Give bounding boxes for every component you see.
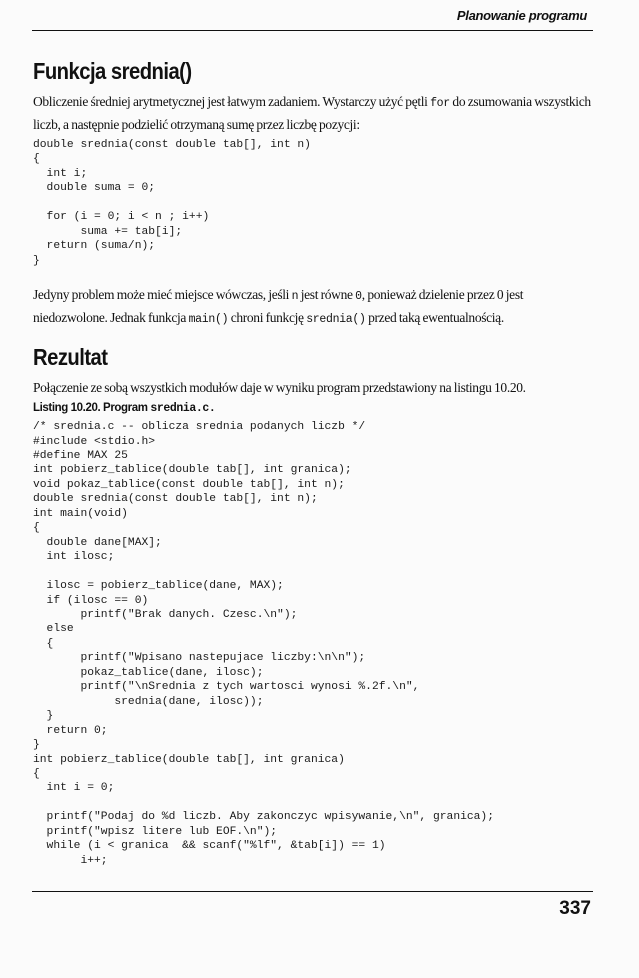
section-heading-srednia: Funkcja srednia() [33,58,192,84]
code-block-srednia: double srednia(const double tab[], int n) { int i; double suma = 0; for (i = 0; i < n ; i++) suma += tab[i]; return (suma/n); } [33,139,311,267]
intro-paragraph [33,91,593,135]
inline-code-for: for [430,97,450,110]
explanation-paragraph [33,284,593,330]
page-content [33,58,593,868]
intro-text-2: do zsumowania wszystkich liczb, a następnie podzielić otrzymaną sumę przez liczbę pozycji: [33,94,591,132]
intro-text: Obliczenie średniej arytmetycznej jest łatwym zadaniem. Wystarczy użyć pętli [33,94,428,109]
inline-code-srednia: srednia() [306,313,366,327]
listing-filename: srednia.c. [150,402,216,416]
inline-code-n: n [291,290,299,304]
explanation-text-1: Jedyny problem może mieć miejsce wówczas, jeśli [33,287,290,303]
rezultat-paragraph: Połączenie ze sobą wszystkich modułów daje w wyniku program przedstawiony na listingu 10.20. [33,380,526,396]
inline-code-main: main() [188,313,229,327]
section-heading-rezultat: Rezultat [33,344,108,371]
explanation-text-2: jest równe [300,287,353,303]
listing-label: Listing 10.20. Program [33,402,148,415]
explanation-text-3: , ponieważ dzielenie przez 0 jest niedozwolone. Jednak funkcja [33,287,524,326]
inline-code-zero: 0 [355,290,362,304]
listing-caption [33,402,593,415]
running-header: Planowanie programu [456,8,587,23]
footer-rule [32,891,593,892]
page-number: 337 [559,898,591,919]
header-rule [32,30,593,31]
code-block-listing: /* srednia.c -- oblicza srednia podanych liczb */ #include <stdio.h> #define MAX 25 int pobierz_tablice(double tab[], int granica); void pokaz_tablice(const double tab[], int n); double srednia(const double tab[], int n); int main(void) { double dane[MAX]; int ilosc; ilosc = pobierz_tablice(dane, MAX); if (ilosc == 0) printf("Brak danych. Czesc.\n"); else { printf("Wpisano nastepujace liczby:\n\n"); pokaz_tablice(dane, ilosc); printf("\nSrednia z tych wartosci wynosi %.2f.\n", srednia(dane, ilosc)); } return 0; } int pobierz_tablice(double tab[], int granica) { int i = 0; printf("Podaj do %d liczb. Aby zakonczyc wpisywanie,\n", granica); printf("wpisz litere lub EOF.\n"); while (i < granica && scanf("%lf", &tab[i]) == 1) i++; [33,421,494,867]
explanation-text-5: przed taką ewentualnością. [368,310,504,326]
explanation-text-4: chroni funkcję [230,310,304,326]
